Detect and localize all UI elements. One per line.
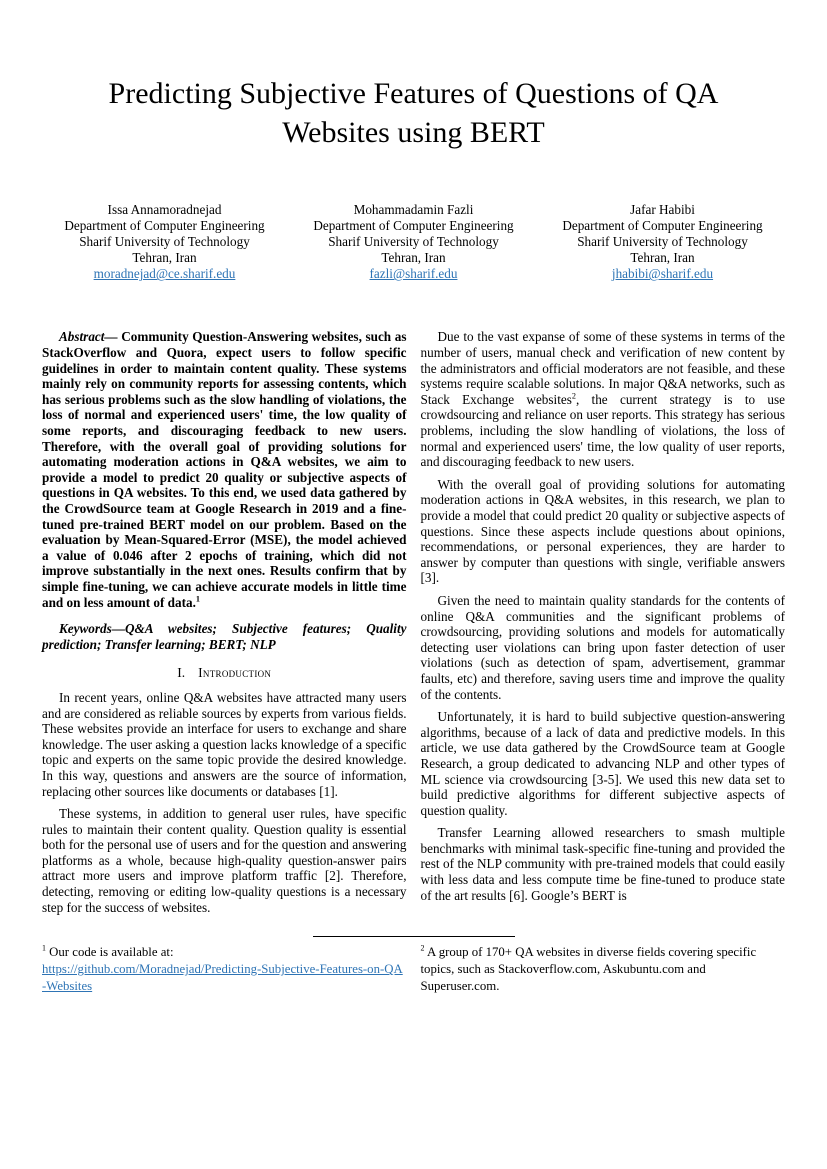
intro-paragraph-3-part-a: Due to the vast expanse of some of these systems in terms of the number of users, manual check and verification of new content by the administrators and official moderators are not feasible, and these systems require scalable solutions. In major Q&A networks, such as Stack Exchange websites <box>420 329 785 407</box>
author-3-university: Sharif University of Technology <box>577 234 748 250</box>
author-2-name: Mohammadamin Fazli <box>353 202 474 217</box>
author-1-location: Tehran, Iran <box>132 250 197 266</box>
footnote-1-github-link[interactable]: https://github.com/Moradnejad/Predicting-Subjective-Features-on-QA-Websites <box>42 962 403 994</box>
footnote-2-marker: 2 <box>420 943 425 953</box>
footnote-2-text: A group of 170+ QA websites in diverse fields covering specific topics, such as Stackoverflow.com, Askubuntu.com and Superuser.com. <box>420 945 757 994</box>
intro-paragraph-3 <box>421 329 786 469</box>
footnote-2 <box>421 944 786 995</box>
author-1-name: Issa Annamoradnejad <box>107 202 222 217</box>
author-1-email-link[interactable]: moradnejad@ce.sharif.edu <box>93 266 236 282</box>
abstract-paragraph <box>42 329 407 610</box>
footnote-1 <box>42 944 407 995</box>
intro-paragraph-6: Unfortunately, it is hard to build subjective question-answering algorithms, because of a lack of data and predictive models. In this article, we use data gathered by the CrowdSource team at Google Research, a group dedicated to advancing NLP and other types of ML science via crowdsourcing [3-5]. We used this new data set to build predictive algorithms for different subjective aspects of question quality. <box>420 709 785 818</box>
author-block-1 <box>40 202 289 282</box>
intro-paragraph-2: These systems, in addition to general user rules, have specific rules to maintain their content quality. Question quality is essential both for the personal use of users and for the question and answering platforms as a whole, because high-quality question-answer pairs attract more users and improve platform traffic [2]. Therefore, detecting, removing or editing low-quality questions is a necessary step for the success of websites. <box>42 806 407 915</box>
author-3-name: Jafar Habibi <box>630 202 695 217</box>
intro-paragraph-1: In recent years, online Q&A websites have attracted many users and are considered as reliable sources by experts from various fields. These websites provide an interface for users to exchange and share knowledge. The user asking a question lacks knowledge of a specific topic and experts on the same topic provide the desired knowledge. In this way, questions and answers are the source of information, replacing other sources like documents or databases [1]. <box>42 689 407 799</box>
abstract-text: Community Question-Answering websites, such as StackOverflow and Quora, expect users to follow specific guidelines in order to maintain content quality. These systems mainly rely on community reports for assessing contents, which has serious problems such as the slow handling of violations, the loss of normal and experienced users' time, the low quality of some reports, and discouraging feedback to new users. Therefore, with the overall goal of providing solutions for automating moderation actions in Q&A websites, we aim to provide a model to predict 20 quality or subjective aspects of questions in QA websites. To this end, we used data gathered by the CrowdSource team at Google Research in 2019 and a fine-tuned pre-trained BERT model on our problem. Based on the evaluation by Mean-Squared-Error (MSE), the model achieved a value of 0.046 after 2 epochs of training, which did not improve substantially in the next ones. Results confirm that by simple fine-tuning, we can achieve accurate models in little time and on less amount of data. <box>42 329 407 610</box>
section-heading-introduction <box>42 665 407 681</box>
section-title: Introduction <box>198 665 272 681</box>
abstract-label: Abstract— <box>59 329 118 345</box>
keywords-line: Keywords—Q&A websites; Subjective features; Quality prediction; Transfer learning; BERT; NLP <box>42 621 407 652</box>
paper-title-line-2: Websites using BERT <box>282 116 545 149</box>
paper-title <box>0 74 827 152</box>
left-column <box>42 329 407 922</box>
author-block-3 <box>538 202 787 282</box>
abstract-footnote-marker: 1 <box>195 594 200 604</box>
right-column <box>421 329 786 922</box>
author-1-university: Sharif University of Technology <box>79 234 250 250</box>
section-number: I. <box>177 665 186 681</box>
footnote-1-marker: 1 <box>42 943 46 953</box>
author-2-university: Sharif University of Technology <box>328 234 499 250</box>
author-3-location: Tehran, Iran <box>630 250 695 266</box>
intro-paragraph-5: Given the need to maintain quality standards for the contents of online Q&A communities and the significant problems of crowdsourcing, providing solutions and models for automatically detecting user violations can bring upon faster detection of user violations (such as detection of spam, advertisement, grammar faults, etc) and therefore, saving users time and improve the quality of the contents. <box>420 592 785 702</box>
author-2-email-link[interactable]: fazli@sharif.edu <box>369 266 458 282</box>
intro-paragraph-4: With the overall goal of providing solutions for automating moderation actions in Q&A websites, in this research, we plan to provide a model that could predict 20 quality or subjective aspects of questions. Since these aspects include questions about opinions, recommendations, or personal experiences, they are harder to answer by computer than questions with single, verifiable answers [3]. <box>420 476 785 586</box>
author-2-department: Department of Computer Engineering <box>313 218 514 234</box>
intro-paragraph-7: Transfer Learning allowed researchers to smash multiple benchmarks with minimal task-specific fine-tuning and provided the rest of the NLP community with pre-trained models that could easily with less data and less compute time be fine-tuned to produce state of the art results [6]. Google’s BERT is <box>420 825 785 903</box>
author-1-department: Department of Computer Engineering <box>64 218 265 234</box>
author-2-location: Tehran, Iran <box>381 250 446 266</box>
footnote-1-text: Our code is available at: <box>45 945 174 959</box>
author-block-2 <box>289 202 538 282</box>
footnote-columns <box>42 944 785 995</box>
paper-title-line-1: Predicting Subjective Features of Questions of QA <box>108 77 719 110</box>
author-3-department: Department of Computer Engineering <box>562 218 763 234</box>
author-3-email-link[interactable]: jhabibi@sharif.edu <box>611 266 714 282</box>
footnote-separator-rule <box>313 936 515 937</box>
authors-row <box>40 202 787 282</box>
footnote-area <box>42 936 785 995</box>
intro-paragraph-3-part-b: , the current strategy is to use crowdsourcing and reliance on user reports. This strategy has serious problems, including the slow handling of violations, the loss of normal and experienced users' time, the low quality of user reports, and discouraging feedback to new users. <box>420 391 785 470</box>
body-columns <box>42 329 785 922</box>
footnote-2-reference-marker: 2 <box>571 391 576 401</box>
